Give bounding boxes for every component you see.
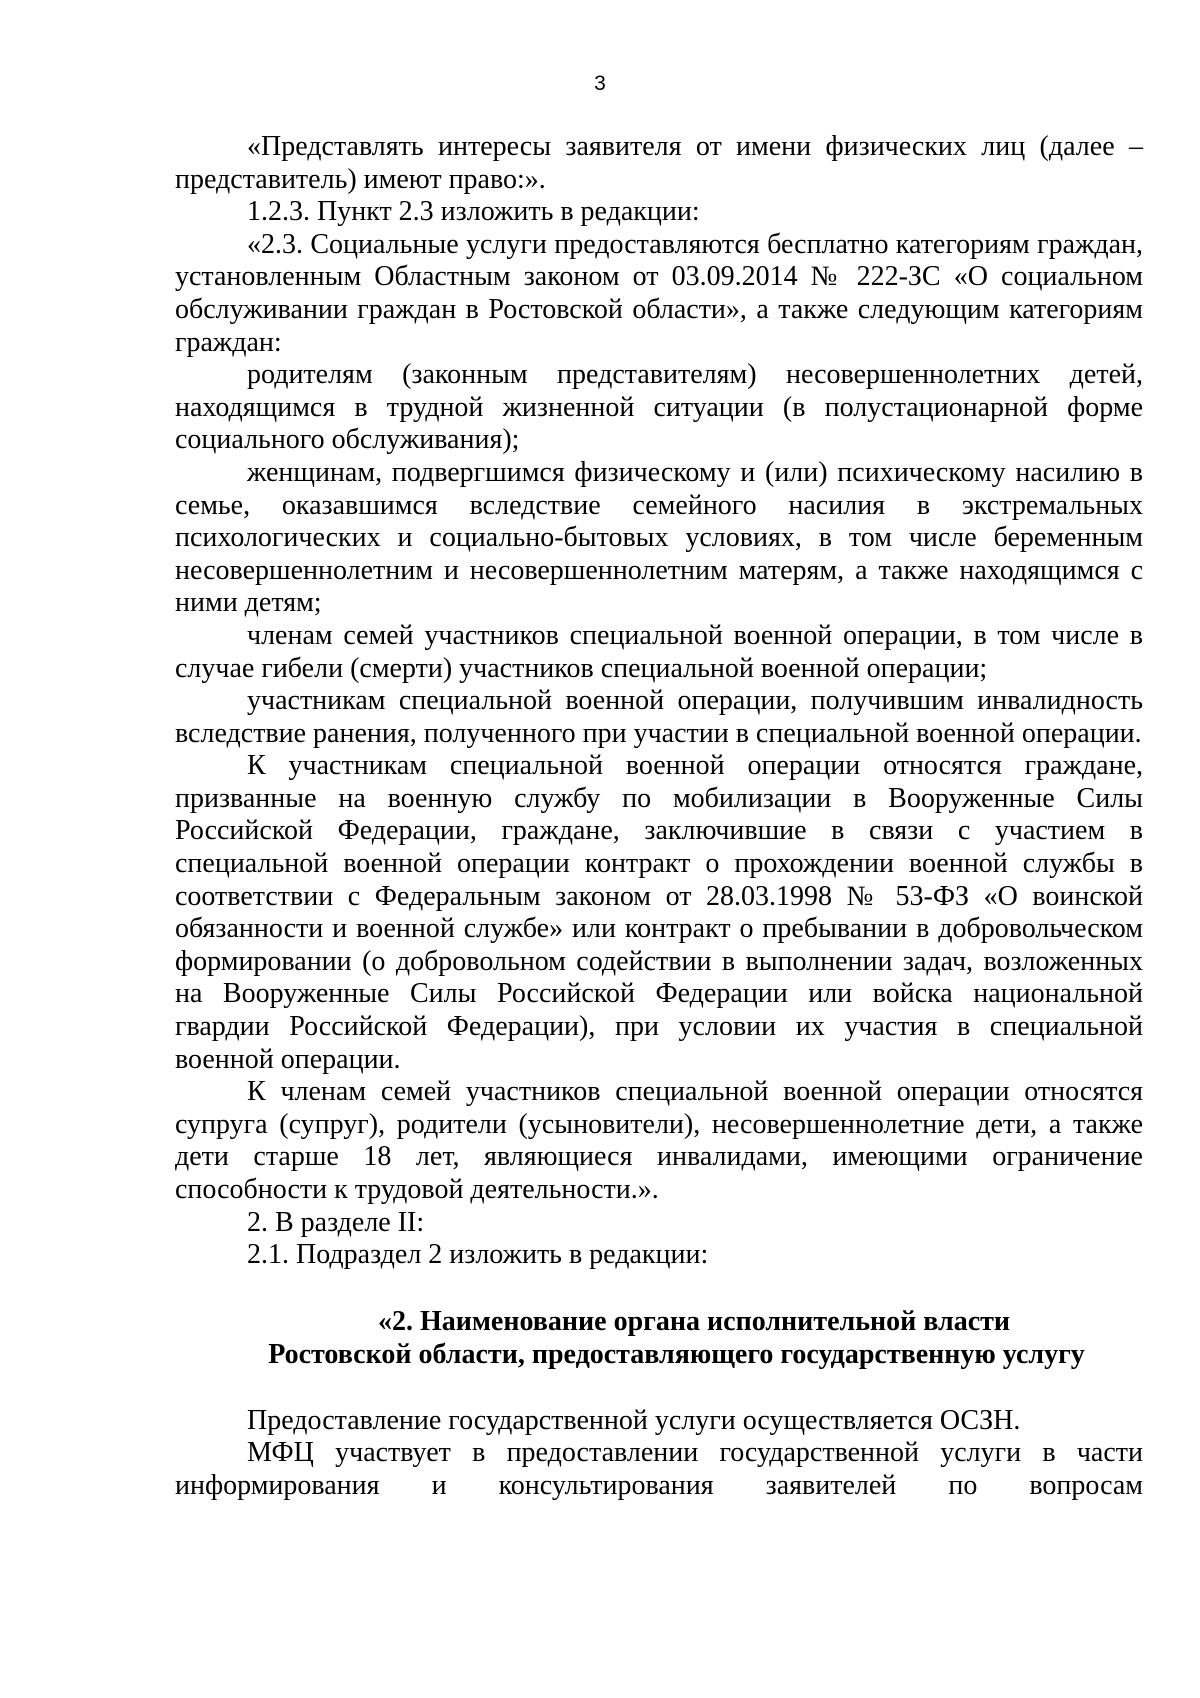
document-body [175, 131, 1143, 1503]
page-number: 3 [594, 72, 606, 95]
paragraph-participants-definition: К участникам специальной военной операции относятся граждане, призванные на военную службу по мобилизации в Вооруженные Силы Российской Федерации, граждане, заключившие в связи с участием в специальной военной операции контракт о прохождении военной службы в соответствии с Федеральным законом от 28.03.1998 № 53-ФЗ «О воинской обязанности и военной службе» или контракт о пребывании в добровольческом формировании (о добровольном содействии в выполнении задач, возложенных на Вооруженные Силы Российской Федерации или войска национальной гвардии Российской Федерации), при условии их участия в специальной военной операции. [175, 750, 1143, 1075]
paragraph-family-members: членам семей участников специальной военной операции, в том числе в случае гибели (смерти) участников специальной военной операции; [175, 619, 1143, 684]
paragraph-family-definition: К членам семей участников специальной военной операции относятся супруга (супруг), родители (усыновители), несовершеннолетние дети, а также дети старше 18 лет, являющиеся инвалидами, имеющими ограничение способности к трудовой деятельности.». [175, 1076, 1143, 1205]
section-heading-line-2: Ростовской области, предоставляющего государственную услугу [268, 1338, 1085, 1370]
paragraph-representatives: «Представлять интересы заявителя от имени физических лиц (далее – представитель) имеют право:». [175, 131, 1143, 195]
paragraph-subsection-2-1: 2.1. Подраздел 2 изложить в редакции: [247, 1239, 709, 1271]
paragraph-mfc: МФЦ участвует в предоставлении государственной услуги в части информирования и консультирования заявителей по вопросам [175, 1437, 1143, 1501]
paragraph-oszn: Предоставление государственной услуги осуществляется ОСЗН. [247, 1404, 1021, 1436]
paragraph-item-2-3: «2.3. Социальные услуги предоставляются бесплатно категориям граждан, установленным Областным законом от 03.09.2014 № 222-ЗС «О социальном обслуживании граждан в Ростовской области», а также следующим категориям граждан: [175, 228, 1143, 358]
section-heading-line-1: «2. Наименование органа исполнительной власти [377, 1305, 1011, 1337]
section-heading [175, 1305, 1143, 1371]
paragraph-women: женщинам, подвергшимся физическому и (или) психическому насилию в семье, оказавшимся вследствие семейного насилия в экстремальных психологических и социально-бытовых условиях, в том числе беременным несовершеннолетним и несовершеннолетним матерям, а также находящимся с ними детям; [175, 456, 1143, 619]
paragraph-parents: родителям (законным представителям) несовершеннолетних детей, находящимся в трудной жизненной ситуации (в полустационарной форме социального обслуживания); [175, 359, 1143, 456]
paragraph-item-1-2-3: 1.2.3. Пункт 2.3 изложить в редакции: [247, 196, 700, 228]
paragraph-disabled-participants: участникам специальной военной операции, получившим инвалидность вследствие ранения, полученного при участии в специальной военной операции. [175, 685, 1143, 749]
paragraph-section-2: 2. В разделе II: [247, 1206, 425, 1238]
